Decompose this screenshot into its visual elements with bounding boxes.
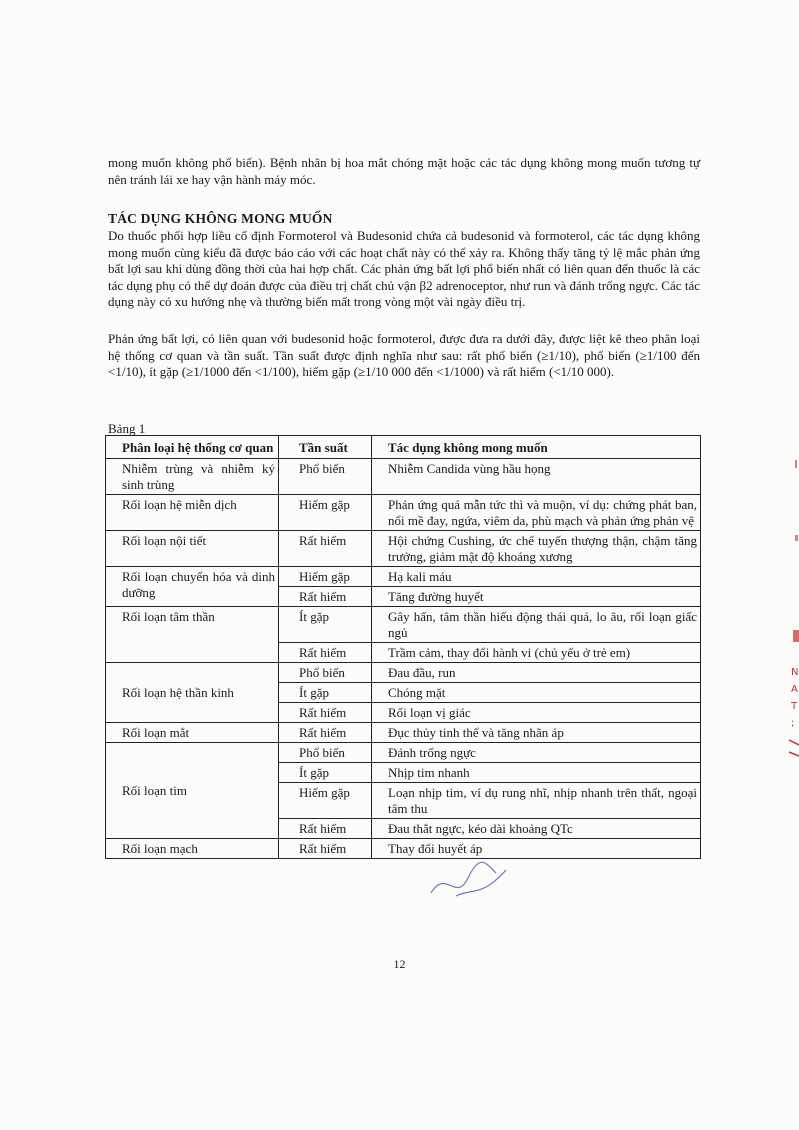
- cell-frequency: Ít gặp: [279, 607, 372, 643]
- table-row: [106, 495, 701, 531]
- adverse-effects-table: [105, 435, 701, 859]
- cell-system: Rối loạn hệ miễn dịch: [106, 495, 279, 531]
- cell-system: Rối loạn mắt: [106, 723, 279, 743]
- cell-frequency: Phổ biến: [279, 663, 372, 683]
- cell-system: Rối loạn tâm thần: [106, 607, 279, 663]
- signature-mark: [426, 858, 516, 908]
- table-body: [106, 459, 701, 859]
- table-row: [106, 839, 701, 859]
- table-row: [106, 743, 701, 763]
- cell-effect: Loạn nhịp tim, ví dụ rung nhĩ, nhịp nhanh trên thất, ngoại tâm thu: [372, 783, 701, 819]
- cell-effect: Đau đầu, run: [372, 663, 701, 683]
- cell-effect: Gây hấn, tâm thần hiếu động thái quá, lo âu, rối loạn giấc ngủ: [372, 607, 701, 643]
- intro-paragraph: mong muốn không phổ biến). Bệnh nhân bị hoa mắt chóng mặt hoặc các tác dụng không mong muốn tương tự nên tránh lái xe hay vận hành máy móc.: [108, 155, 700, 187]
- cell-frequency: Rất hiếm: [279, 703, 372, 723]
- cell-frequency: Rất hiếm: [279, 643, 372, 663]
- stamp-edge-mark: [787, 460, 799, 760]
- cell-effect: Hội chứng Cushing, ức chế tuyến thượng thận, chậm tăng trưởng, giảm mật độ khoáng xương: [372, 531, 701, 567]
- cell-frequency: Hiếm gặp: [279, 783, 372, 819]
- page-number: 12: [393, 957, 406, 971]
- cell-frequency: Ít gặp: [279, 683, 372, 703]
- cell-system: Nhiễm trùng và nhiễm ký sinh trùng: [106, 459, 279, 495]
- cell-effect: Chóng mặt: [372, 683, 701, 703]
- cell-effect: Nhiễm Candida vùng hầu họng: [372, 459, 701, 495]
- cell-effect: Trầm cảm, thay đổi hành vi (chủ yếu ở trẻ em): [372, 643, 701, 663]
- cell-frequency: Rất hiếm: [279, 723, 372, 743]
- cell-effect: Đau thắt ngực, kéo dài khoảng QTc: [372, 819, 701, 839]
- cell-system: Rối loạn hệ thần kinh: [106, 663, 279, 723]
- header-frequency: Tần suất: [279, 436, 372, 459]
- cell-frequency: Ít gặp: [279, 763, 372, 783]
- table-header-row: [106, 436, 701, 459]
- cell-effect: Phản ứng quá mẫn tức thì và muộn, ví dụ: chứng phát ban, nổi mề đay, ngứa, viêm da, phù mạch và phản ứng phản vệ: [372, 495, 701, 531]
- table-caption: Bảng 1: [108, 421, 146, 436]
- svg-text:A: A: [791, 684, 798, 695]
- header-system: Phân loại hệ thống cơ quan: [106, 436, 279, 459]
- table-row: [106, 531, 701, 567]
- cell-effect: Tăng đường huyết: [372, 587, 701, 607]
- svg-text:;: ;: [791, 718, 795, 729]
- cell-frequency: Phổ biến: [279, 459, 372, 495]
- cell-system: Rối loạn chuyển hóa và dinh dưỡng: [106, 567, 279, 607]
- table-row: [106, 607, 701, 643]
- body-paragraph-1: Do thuốc phối hợp liều cố định Formoterol và Budesonid chứa cả budesonid và formoterol, các tác dụng không mong muốn cùng kiểu đã được báo cáo với các hoạt chất này có thể xảy ra. Không thấy tăng tỷ lệ mắc phản ứng bất lợi sau khi dùng đồng thời của hai hợp chất. Các phản ứng bất lợi phổ biến nhất có liên quan đến thuốc là các tác dụng phụ có thể dự đoán được của điều trị chất chủ vận β2 adrenoceptor, như run và đánh trống ngực. Các tác dụng này có xu hướng nhẹ và thường biến mất trong vòng một vài ngày điều trị.: [108, 228, 700, 309]
- table-row: [106, 459, 701, 495]
- table-row: [106, 567, 701, 587]
- cell-frequency: Phổ biến: [279, 743, 372, 763]
- table-row: [106, 723, 701, 743]
- svg-text:T: T: [791, 701, 798, 712]
- header-effect: Tác dụng không mong muốn: [372, 436, 701, 459]
- cell-frequency: Rất hiếm: [279, 819, 372, 839]
- body-paragraph-2: Phản ứng bất lợi, có liên quan với budesonid hoặc formoterol, được đưa ra dưới đây, được liệt kê theo phân loại hệ thống cơ quan và tần suất. Tần suất được định nghĩa như sau: rất phổ biến (≥1/10), phổ biến (≥1/100 đến <1/10), ít gặp (≥1/1000 đến <1/100), hiếm gặp (≥1/10 000 đến <1/1000) và rất hiếm (<1/10 000).: [108, 331, 700, 379]
- cell-frequency: Hiếm gặp: [279, 495, 372, 531]
- svg-text:N: N: [791, 667, 799, 678]
- cell-system: Rối loạn nội tiết: [106, 531, 279, 567]
- cell-effect: Đánh trống ngực: [372, 743, 701, 763]
- section-heading: TÁC DỤNG KHÔNG MONG MUỐN: [108, 211, 333, 226]
- cell-effect: Nhịp tim nhanh: [372, 763, 701, 783]
- cell-effect: Rối loạn vị giác: [372, 703, 701, 723]
- cell-frequency: Hiếm gặp: [279, 567, 372, 587]
- cell-effect: Đục thủy tinh thể và tăng nhãn áp: [372, 723, 701, 743]
- cell-system: Rối loạn tim: [106, 743, 279, 839]
- cell-effect: Thay đổi huyết áp: [372, 839, 701, 859]
- cell-frequency: Rất hiếm: [279, 531, 372, 567]
- cell-frequency: Rất hiếm: [279, 587, 372, 607]
- cell-frequency: Rất hiếm: [279, 839, 372, 859]
- cell-system: Rối loạn mạch: [106, 839, 279, 859]
- cell-effect: Hạ kali máu: [372, 567, 701, 587]
- table-row: [106, 663, 701, 683]
